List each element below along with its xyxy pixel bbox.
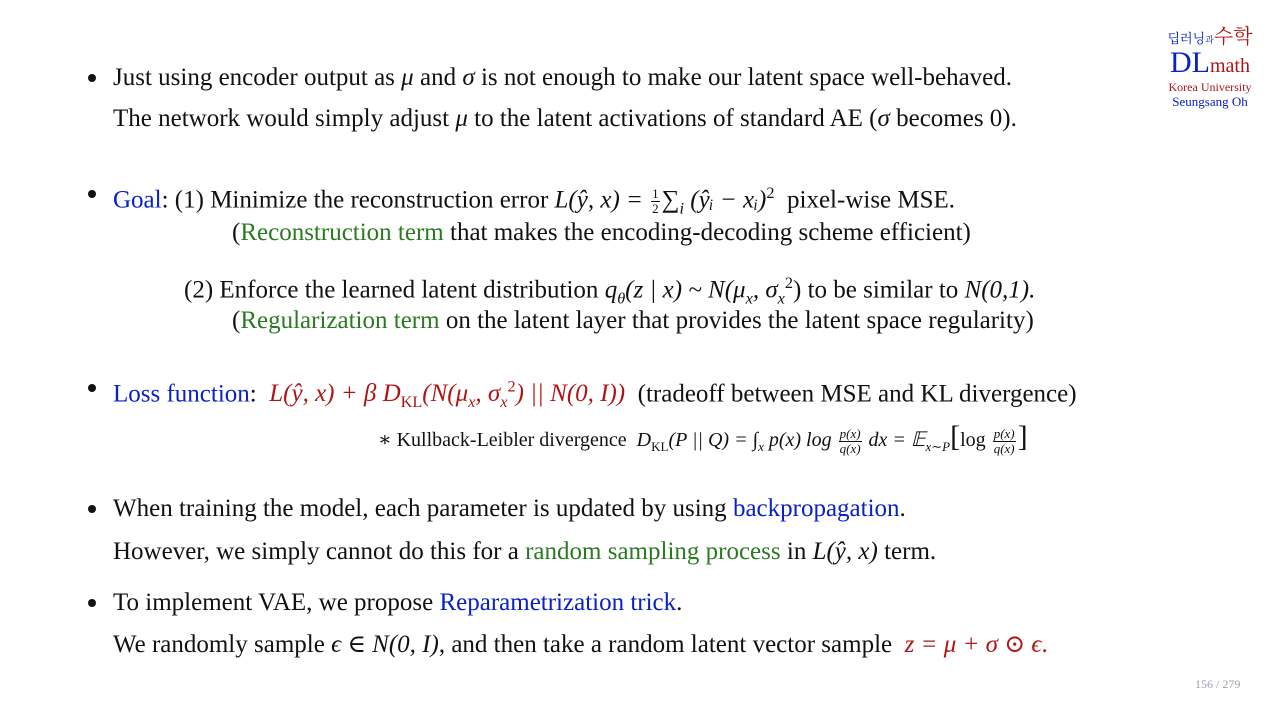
- b2-l4-post: on the latent layer that provides the latent space regularity): [445, 307, 1034, 334]
- dlmath-logo: [1160, 20, 1260, 110]
- b4-l1-pre: When training the model, each parameter is updated by using: [113, 495, 727, 522]
- b1-l2-pre: The network would simply adjust: [113, 105, 450, 132]
- logo-korean-mid: 과: [1205, 35, 1214, 45]
- b1-text: Just using encoder output as: [113, 64, 395, 91]
- x-sub: x: [500, 393, 508, 412]
- b5-line-1: [113, 588, 682, 618]
- loss-expr-2: (N(μ: [422, 380, 469, 408]
- paren-open: (: [232, 307, 241, 334]
- bracket-right: ]: [1017, 420, 1028, 453]
- bullet-1: [88, 74, 96, 82]
- b3-line-1: [113, 372, 1077, 417]
- paren-open: (: [232, 219, 241, 246]
- loss-expr-3: , σ: [475, 380, 501, 408]
- loss-expr-4: ) || N(0, I)): [515, 380, 626, 408]
- sum-symbol: ∑: [661, 186, 680, 214]
- b2-l3-pre: (2) Enforce the learned latent distribution: [184, 276, 599, 304]
- q-symbol: q: [604, 276, 618, 304]
- b5-l2-pre: We randomly sample: [113, 631, 325, 658]
- b2-l1-pre: : (1) Minimize the reconstruction error: [161, 186, 549, 214]
- b5-line-2: [113, 630, 1048, 660]
- square-exponent: 2: [766, 184, 775, 202]
- loss-expr-1: L(ŷ, x) + β D: [269, 380, 401, 408]
- b2-l2-post: that makes the encoding-decoding scheme efficient): [450, 219, 971, 246]
- b1-l2-post: becomes 0).: [896, 105, 1017, 132]
- frac-num: p(x): [993, 425, 1015, 441]
- sigma-symbol: σ: [462, 64, 475, 91]
- loss-label: Loss function: [113, 380, 250, 408]
- bullet-2: [88, 190, 96, 198]
- b5-l1-pre: To implement VAE, we propose: [113, 589, 434, 616]
- b2-line-4: [232, 306, 1034, 336]
- period: .: [1041, 631, 1048, 658]
- frac-den: q(x): [993, 440, 1015, 456]
- page-number: [1195, 677, 1240, 692]
- normal-01: N(0,1).: [964, 276, 1036, 304]
- bullet-3: [88, 384, 96, 392]
- kl-note-label: ∗ Kullback-Leibler divergence: [378, 429, 627, 451]
- pq-fraction: [839, 427, 862, 456]
- recon-formula: L(ŷ, x) =: [554, 186, 643, 214]
- var-exponent: 2: [784, 274, 794, 292]
- loss-formula: [269, 378, 626, 412]
- period: .: [676, 589, 683, 616]
- bracket-left: [: [950, 420, 961, 453]
- var-exponent: 2: [507, 378, 516, 396]
- logo-korean-left: 딥러닝: [1167, 31, 1206, 46]
- kl-d: D: [636, 429, 652, 451]
- epsilon-sample: ϵ ∈ N(0, I): [331, 631, 439, 658]
- frac-den: q(x): [839, 440, 861, 456]
- b2-l1-post: pixel-wise MSE.: [787, 186, 956, 214]
- bullet-5: [88, 599, 96, 607]
- b1-line-1: [113, 63, 1012, 93]
- x-sub: x: [745, 289, 753, 308]
- sigma-symbol: σ: [877, 105, 890, 132]
- x-sub: x: [468, 393, 476, 412]
- mu-symbol: μ: [455, 105, 468, 132]
- sigma-part: , σ: [752, 276, 778, 304]
- z-formula: z = μ + σ ⊙ ϵ: [904, 631, 1042, 658]
- goal-label: Goal: [113, 186, 162, 214]
- integral-sub: x: [758, 439, 764, 454]
- regularization-term: Regularization term: [240, 307, 440, 334]
- half-fraction: [651, 187, 660, 216]
- b4-line-1: [113, 494, 906, 524]
- sum-index: i: [679, 199, 684, 218]
- expectation-sub: x∼P: [925, 439, 951, 454]
- b4-l2-mid: in: [786, 538, 807, 565]
- dx-expectation: dx = 𝔼: [868, 429, 926, 451]
- kl-sub: KL: [651, 439, 669, 454]
- b1-line-2: [113, 104, 1017, 134]
- b2-l3-post: ) to be similar to: [793, 276, 959, 304]
- log-word: log: [960, 429, 986, 451]
- q-args: (z | x) ~ N(μ: [625, 276, 746, 304]
- b2-line-1: [113, 178, 955, 223]
- x-sub: x: [777, 289, 785, 308]
- kl-note: [378, 422, 1028, 462]
- logo-author: Seungsang Oh: [1172, 94, 1248, 109]
- backpropagation-term: backpropagation: [732, 495, 900, 522]
- logo-university: Korea University: [1168, 80, 1252, 94]
- b3-post: (tradeoff between MSE and KL divergence): [637, 380, 1077, 408]
- frac-num: 1: [652, 186, 659, 202]
- pq-fraction-2: [993, 427, 1016, 456]
- sum-term: (ŷᵢ − xᵢ): [690, 186, 767, 214]
- mu-symbol: μ: [401, 64, 414, 91]
- random-sampling-term: random sampling process: [525, 538, 781, 565]
- page-total: 279: [1222, 677, 1241, 691]
- colon: :: [249, 380, 257, 408]
- bullet-4: [88, 505, 96, 513]
- px-log: p(x) log: [768, 429, 832, 451]
- b4-line-2: [113, 537, 936, 567]
- period: .: [899, 495, 906, 522]
- page-sep: /: [1216, 677, 1220, 691]
- b1-text-post: is not enough to make our latent space well-behaved.: [480, 64, 1013, 91]
- reparametrization-trick: Reparametrization trick: [439, 589, 677, 616]
- kl-args: (P || Q) = ∫: [668, 429, 759, 451]
- b5-l2-mid: , and then take a random latent vector sample: [438, 631, 893, 658]
- b1-and: and: [419, 64, 457, 91]
- frac-den: 2: [652, 201, 659, 217]
- b1-l2-mid: to the latent activations of standard AE (: [474, 105, 878, 132]
- b4-l2-pre: However, we simply cannot do this for a: [113, 538, 519, 565]
- reconstruction-term: Reconstruction term: [240, 219, 444, 246]
- b4-l2-post: term.: [884, 538, 937, 565]
- logo-math: math: [1210, 55, 1250, 77]
- frac-num: p(x): [839, 425, 861, 441]
- page-current: 156: [1195, 677, 1213, 691]
- b2-line-2: [232, 218, 971, 248]
- logo-korean-right: 수학: [1213, 26, 1253, 48]
- theta-sub: θ: [617, 289, 626, 308]
- loss-ref: L(ŷ, x): [812, 538, 878, 565]
- logo-dl: DL: [1170, 46, 1210, 79]
- kl-sub: KL: [400, 393, 423, 412]
